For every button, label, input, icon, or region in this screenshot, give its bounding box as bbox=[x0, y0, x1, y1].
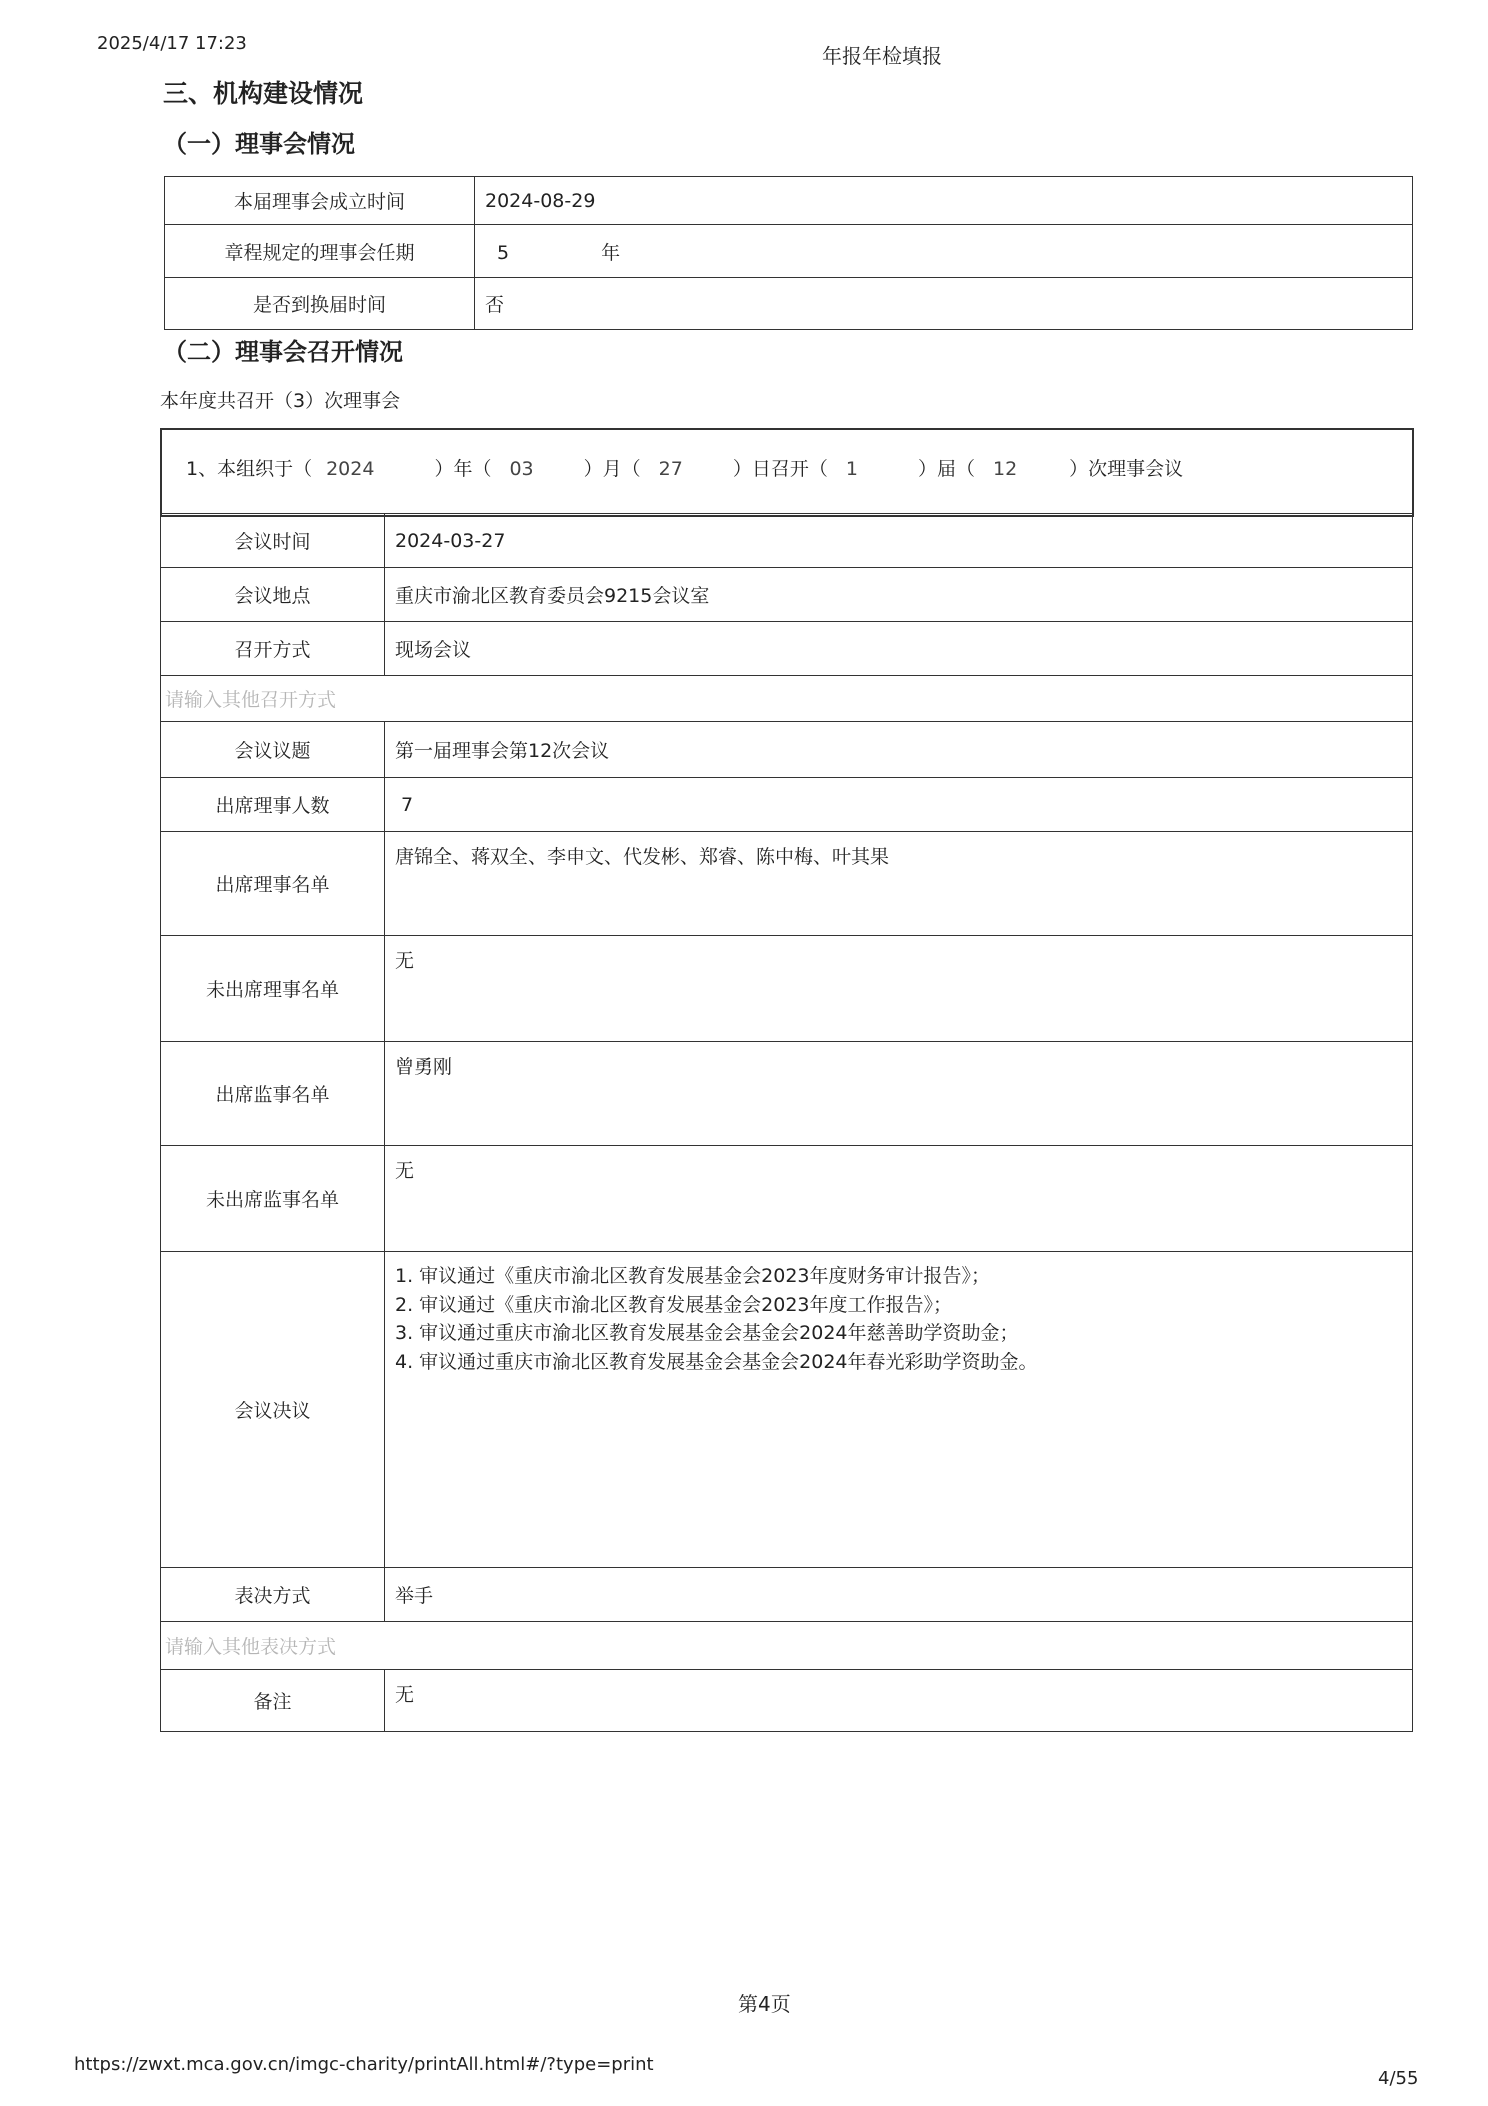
board-term-unit: 年 bbox=[601, 241, 621, 264]
other-mode-input[interactable]: 请输入其他召开方式 bbox=[161, 676, 1413, 722]
meeting-day: 27 bbox=[658, 458, 683, 480]
remark-label: 备注 bbox=[161, 1670, 385, 1732]
resolution-item: 1. 审议通过《重庆市渝北区教育发展基金会2023年度财务审计报告》； bbox=[395, 1265, 991, 1287]
table-row bbox=[161, 514, 1413, 568]
table-row bbox=[161, 936, 1413, 1042]
attend-list-label: 出席理事名单 bbox=[161, 832, 385, 936]
table-row bbox=[161, 676, 1413, 722]
table-row bbox=[161, 722, 1413, 778]
attend-count-label: 出席理事人数 bbox=[161, 778, 385, 832]
vote-method-label: 表决方式 bbox=[161, 1568, 385, 1622]
meeting-year-sep: ）年（ bbox=[434, 458, 492, 480]
print-url: https://zwxt.mca.gov.cn/imgc-charity/printAll.html#/?type=print bbox=[74, 2054, 654, 2075]
meeting-time-value: 2024-03-27 bbox=[385, 514, 1413, 568]
supervisor-value: 曾勇刚 bbox=[385, 1042, 1413, 1146]
table-row bbox=[165, 225, 1413, 278]
absent-supervisor-label: 未出席监事名单 bbox=[161, 1146, 385, 1252]
table-row bbox=[161, 1622, 1413, 1670]
attend-list-value: 唐锦全、蒋双全、李申文、代发彬、郑睿、陈中梅、叶其果 bbox=[385, 832, 1413, 936]
remark-value: 无 bbox=[385, 1670, 1413, 1732]
meeting-place-label: 会议地点 bbox=[161, 568, 385, 622]
meeting-mode-label: 召开方式 bbox=[161, 622, 385, 676]
table-row bbox=[161, 832, 1413, 936]
meeting-year: 2024 bbox=[326, 458, 375, 480]
meeting-topic-label: 会议议题 bbox=[161, 722, 385, 778]
print-datetime: 2025/4/17 17:23 bbox=[97, 33, 247, 54]
table-row bbox=[165, 278, 1413, 330]
meeting-topic-value: 第一届理事会第12次会议 bbox=[385, 722, 1413, 778]
board-term-value: 5 bbox=[497, 241, 510, 264]
subsection-meetings: （二）理事会召开情况 bbox=[163, 338, 403, 366]
absent-supervisor-value: 无 bbox=[385, 1146, 1413, 1252]
meeting-mode-value: 现场会议 bbox=[385, 622, 1413, 676]
meeting-time-label: 会议时间 bbox=[161, 514, 385, 568]
attend-count-value: 7 bbox=[385, 778, 1413, 832]
table-row bbox=[161, 568, 1413, 622]
meeting-day-sep: ）日召开（ bbox=[732, 458, 828, 480]
board-info-table bbox=[164, 176, 1413, 330]
table-row bbox=[161, 1252, 1413, 1568]
table-row bbox=[161, 622, 1413, 676]
meeting-heading-box bbox=[160, 428, 1414, 517]
meeting-details-table bbox=[160, 513, 1413, 1732]
meeting-session-sep: ）届（ bbox=[917, 458, 975, 480]
table-row bbox=[161, 778, 1413, 832]
board-term-label: 章程规定的理事会任期 bbox=[165, 225, 475, 278]
resolution-label: 会议决议 bbox=[161, 1252, 385, 1568]
meeting-prefix: 1、本组织于（ bbox=[186, 458, 313, 480]
board-established-label: 本届理事会成立时间 bbox=[165, 177, 475, 225]
board-term-cell bbox=[475, 225, 1413, 278]
section-title: 三、机构建设情况 bbox=[163, 79, 364, 108]
meeting-session: 1 bbox=[845, 458, 858, 480]
term-expired-value: 否 bbox=[475, 278, 1413, 330]
other-vote-input[interactable]: 请输入其他表决方式 bbox=[161, 1622, 1413, 1670]
meeting-month-sep: ）月（ bbox=[583, 458, 641, 480]
meeting-number: 12 bbox=[992, 458, 1018, 480]
table-row bbox=[161, 1670, 1413, 1732]
meeting-heading-line bbox=[186, 454, 1183, 481]
meeting-month: 03 bbox=[509, 458, 534, 480]
term-expired-label: 是否到换届时间 bbox=[165, 278, 475, 330]
page-header-title: 年报年检填报 bbox=[822, 44, 942, 68]
resolution-item: 2. 审议通过《重庆市渝北区教育发展基金会2023年度工作报告》； bbox=[395, 1293, 953, 1316]
board-established-value: 2024-08-29 bbox=[475, 177, 1413, 225]
meeting-suffix: ）次理事会议 bbox=[1069, 458, 1184, 480]
table-row bbox=[161, 1042, 1413, 1146]
resolution-list bbox=[385, 1252, 1413, 1568]
table-row bbox=[161, 1146, 1413, 1252]
vote-method-value: 举手 bbox=[385, 1568, 1413, 1622]
page-number: 第4页 bbox=[738, 1992, 791, 2016]
subsection-board-info: （一）理事会情况 bbox=[163, 130, 355, 158]
page-count: 4/55 bbox=[1378, 2068, 1419, 2089]
table-row bbox=[165, 177, 1413, 225]
table-row bbox=[161, 1568, 1413, 1622]
meeting-count-summary: 本年度共召开（3）次理事会 bbox=[160, 390, 401, 412]
absent-list-label: 未出席理事名单 bbox=[161, 936, 385, 1042]
resolution-item: 3. 审议通过重庆市渝北区教育发展基金会基金会2024年慈善助学资助金； bbox=[395, 1322, 1019, 1344]
absent-list-value: 无 bbox=[385, 936, 1413, 1042]
resolution-item: 4. 审议通过重庆市渝北区教育发展基金会基金会2024年春光彩助学资助金。 bbox=[395, 1350, 1038, 1373]
supervisor-label: 出席监事名单 bbox=[161, 1042, 385, 1146]
meeting-place-value: 重庆市渝北区教育委员会9215会议室 bbox=[385, 568, 1413, 622]
